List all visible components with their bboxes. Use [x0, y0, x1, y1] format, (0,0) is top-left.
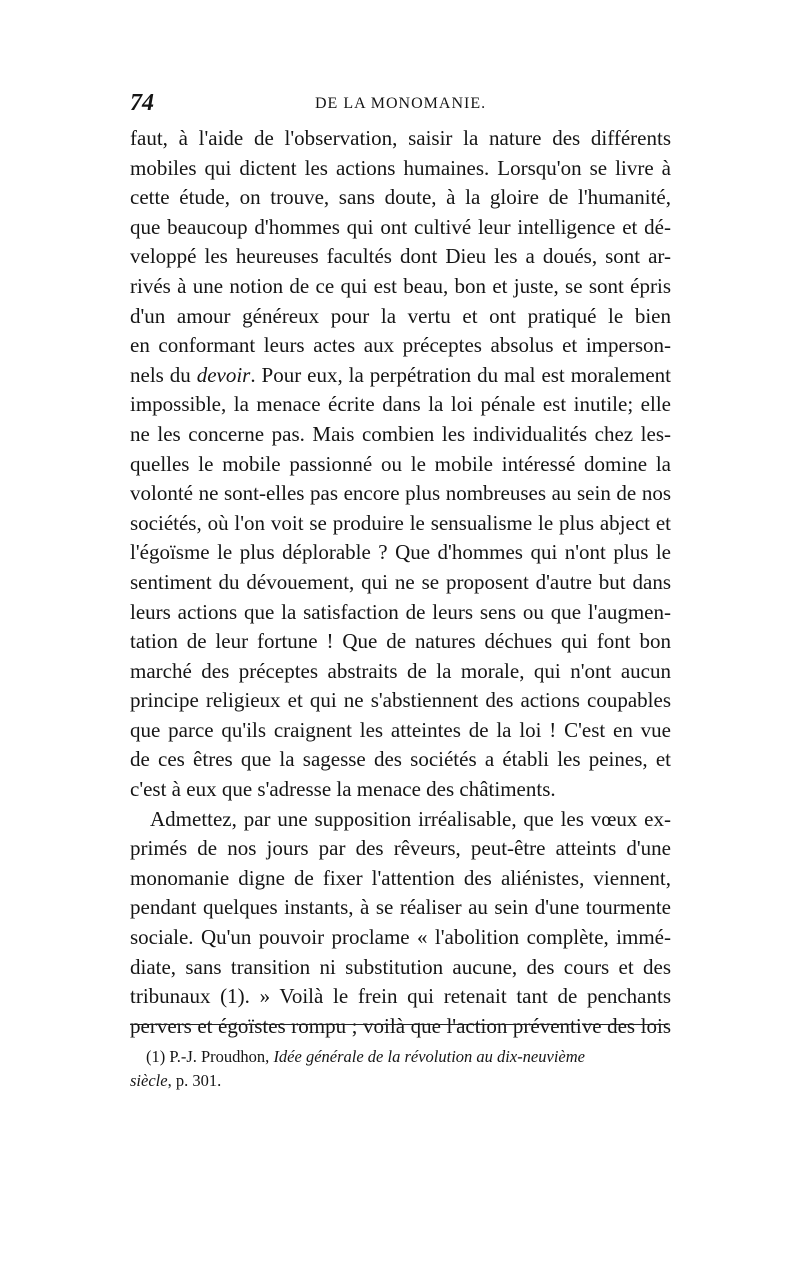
text-span: . Pour eux, la perpétration du mal est moralement	[250, 362, 671, 387]
text-line: que parce qu'ils craignent les atteintes de la loi ! C'est en vue	[130, 717, 671, 742]
text-line: sociétés, où l'on voit se produire le sensualisme le plus abject et	[130, 510, 671, 535]
text-line: tribunaux (1). » Voilà le frein qui retenait tant de penchants	[130, 984, 671, 1009]
page-number: 74	[130, 90, 154, 116]
footnote-rule	[130, 1024, 580, 1025]
text-line: d'un amour généreux pour la vertu et ont pratiqué le bien	[130, 303, 671, 328]
text-line: marché des préceptes abstraits de la morale, qui n'ont aucun	[130, 658, 671, 683]
text-line: leurs actions que la satisfaction de leurs sens ou que l'augmen-	[130, 599, 671, 624]
paragraph-end-line: c'est à eux que s'adresse la menace des châtiments.	[130, 777, 556, 802]
footnote-rule-right	[582, 1024, 668, 1025]
text-line: l'égoïsme le plus déplorable ? Que d'hommes qui n'ont plus le	[130, 540, 671, 565]
footnote-line	[130, 1045, 675, 1069]
paragraph-start-line: Admettez, par une supposition irréalisable, que les vœux ex-	[150, 806, 671, 831]
text-line: ne les concerne pas. Mais combien les individualités chez les-	[130, 421, 671, 446]
text-line: pendant quelques instants, à se réaliser au sein d'une tourmente	[130, 895, 671, 920]
text-line: sentiment du dévouement, qui ne se proposent d'autre but dans	[130, 569, 671, 594]
text-line: primés de nos jours par des rêveurs, peut-être atteints d'une	[130, 836, 671, 861]
text-span: nels du	[130, 362, 197, 387]
text-line: impossible, la menace écrite dans la loi pénale est inutile; elle	[130, 392, 671, 417]
text-line: volonté ne sont-elles pas encore plus nombreuses au sein de nos	[130, 481, 671, 506]
footnote-page-ref: , p. 301.	[167, 1071, 222, 1090]
text-line: mobiles qui dictent les actions humaines. Lorsqu'on se livre à	[130, 155, 671, 180]
text-line: rivés à une notion de ce qui est beau, bon et juste, se sont épris	[130, 273, 671, 298]
footnote-line	[130, 1069, 675, 1093]
footnote	[130, 1045, 675, 1093]
text-line: monomanie digne de fixer l'attention des aliénistes, viennent,	[130, 865, 671, 890]
text-line-devoir	[130, 361, 671, 391]
footnote-marker: (1) P.-J. Proudhon,	[146, 1047, 274, 1066]
text-line: pervers et égoïstes rompu ; voilà que l'action préventive des lois	[130, 1013, 671, 1038]
text-line: faut, à l'aide de l'observation, saisir la nature des différents	[130, 126, 671, 150]
text-line: principe religieux et qui ne s'abstiennent des actions coupables	[130, 688, 671, 713]
italic-word: devoir	[196, 362, 251, 387]
text-line: en conformant leurs actes aux préceptes absolus et imperson-	[130, 333, 671, 358]
text-line: de ces êtres que la sagesse des sociétés a établi les peines, et	[130, 747, 671, 772]
text-line: tation de leur fortune ! Que de natures déchues qui font bon	[130, 629, 671, 654]
text-line: quelles le mobile passionné ou le mobile intéressé domine la	[130, 451, 671, 476]
running-head	[130, 90, 670, 116]
footnote-title: Idée générale de la révolution au dix-neuvième	[273, 1047, 585, 1066]
footnote-title-end: siècle	[130, 1071, 168, 1090]
running-title: DE LA MONOMANIE.	[315, 95, 487, 112]
text-line: que beaucoup d'hommes qui ont cultivé leur intelligence et dé-	[130, 214, 671, 239]
text-line: diate, sans transition ni substitution aucune, des cours et des	[130, 954, 671, 979]
body-text	[130, 124, 671, 1041]
text-line: veloppé les heureuses facultés dont Dieu les a doués, sont ar-	[130, 244, 671, 269]
text-line: cette étude, on trouve, sans doute, à la gloire de l'humanité,	[130, 185, 671, 210]
text-line: sociale. Qu'un pouvoir proclame « l'abolition complète, immé-	[130, 925, 671, 950]
